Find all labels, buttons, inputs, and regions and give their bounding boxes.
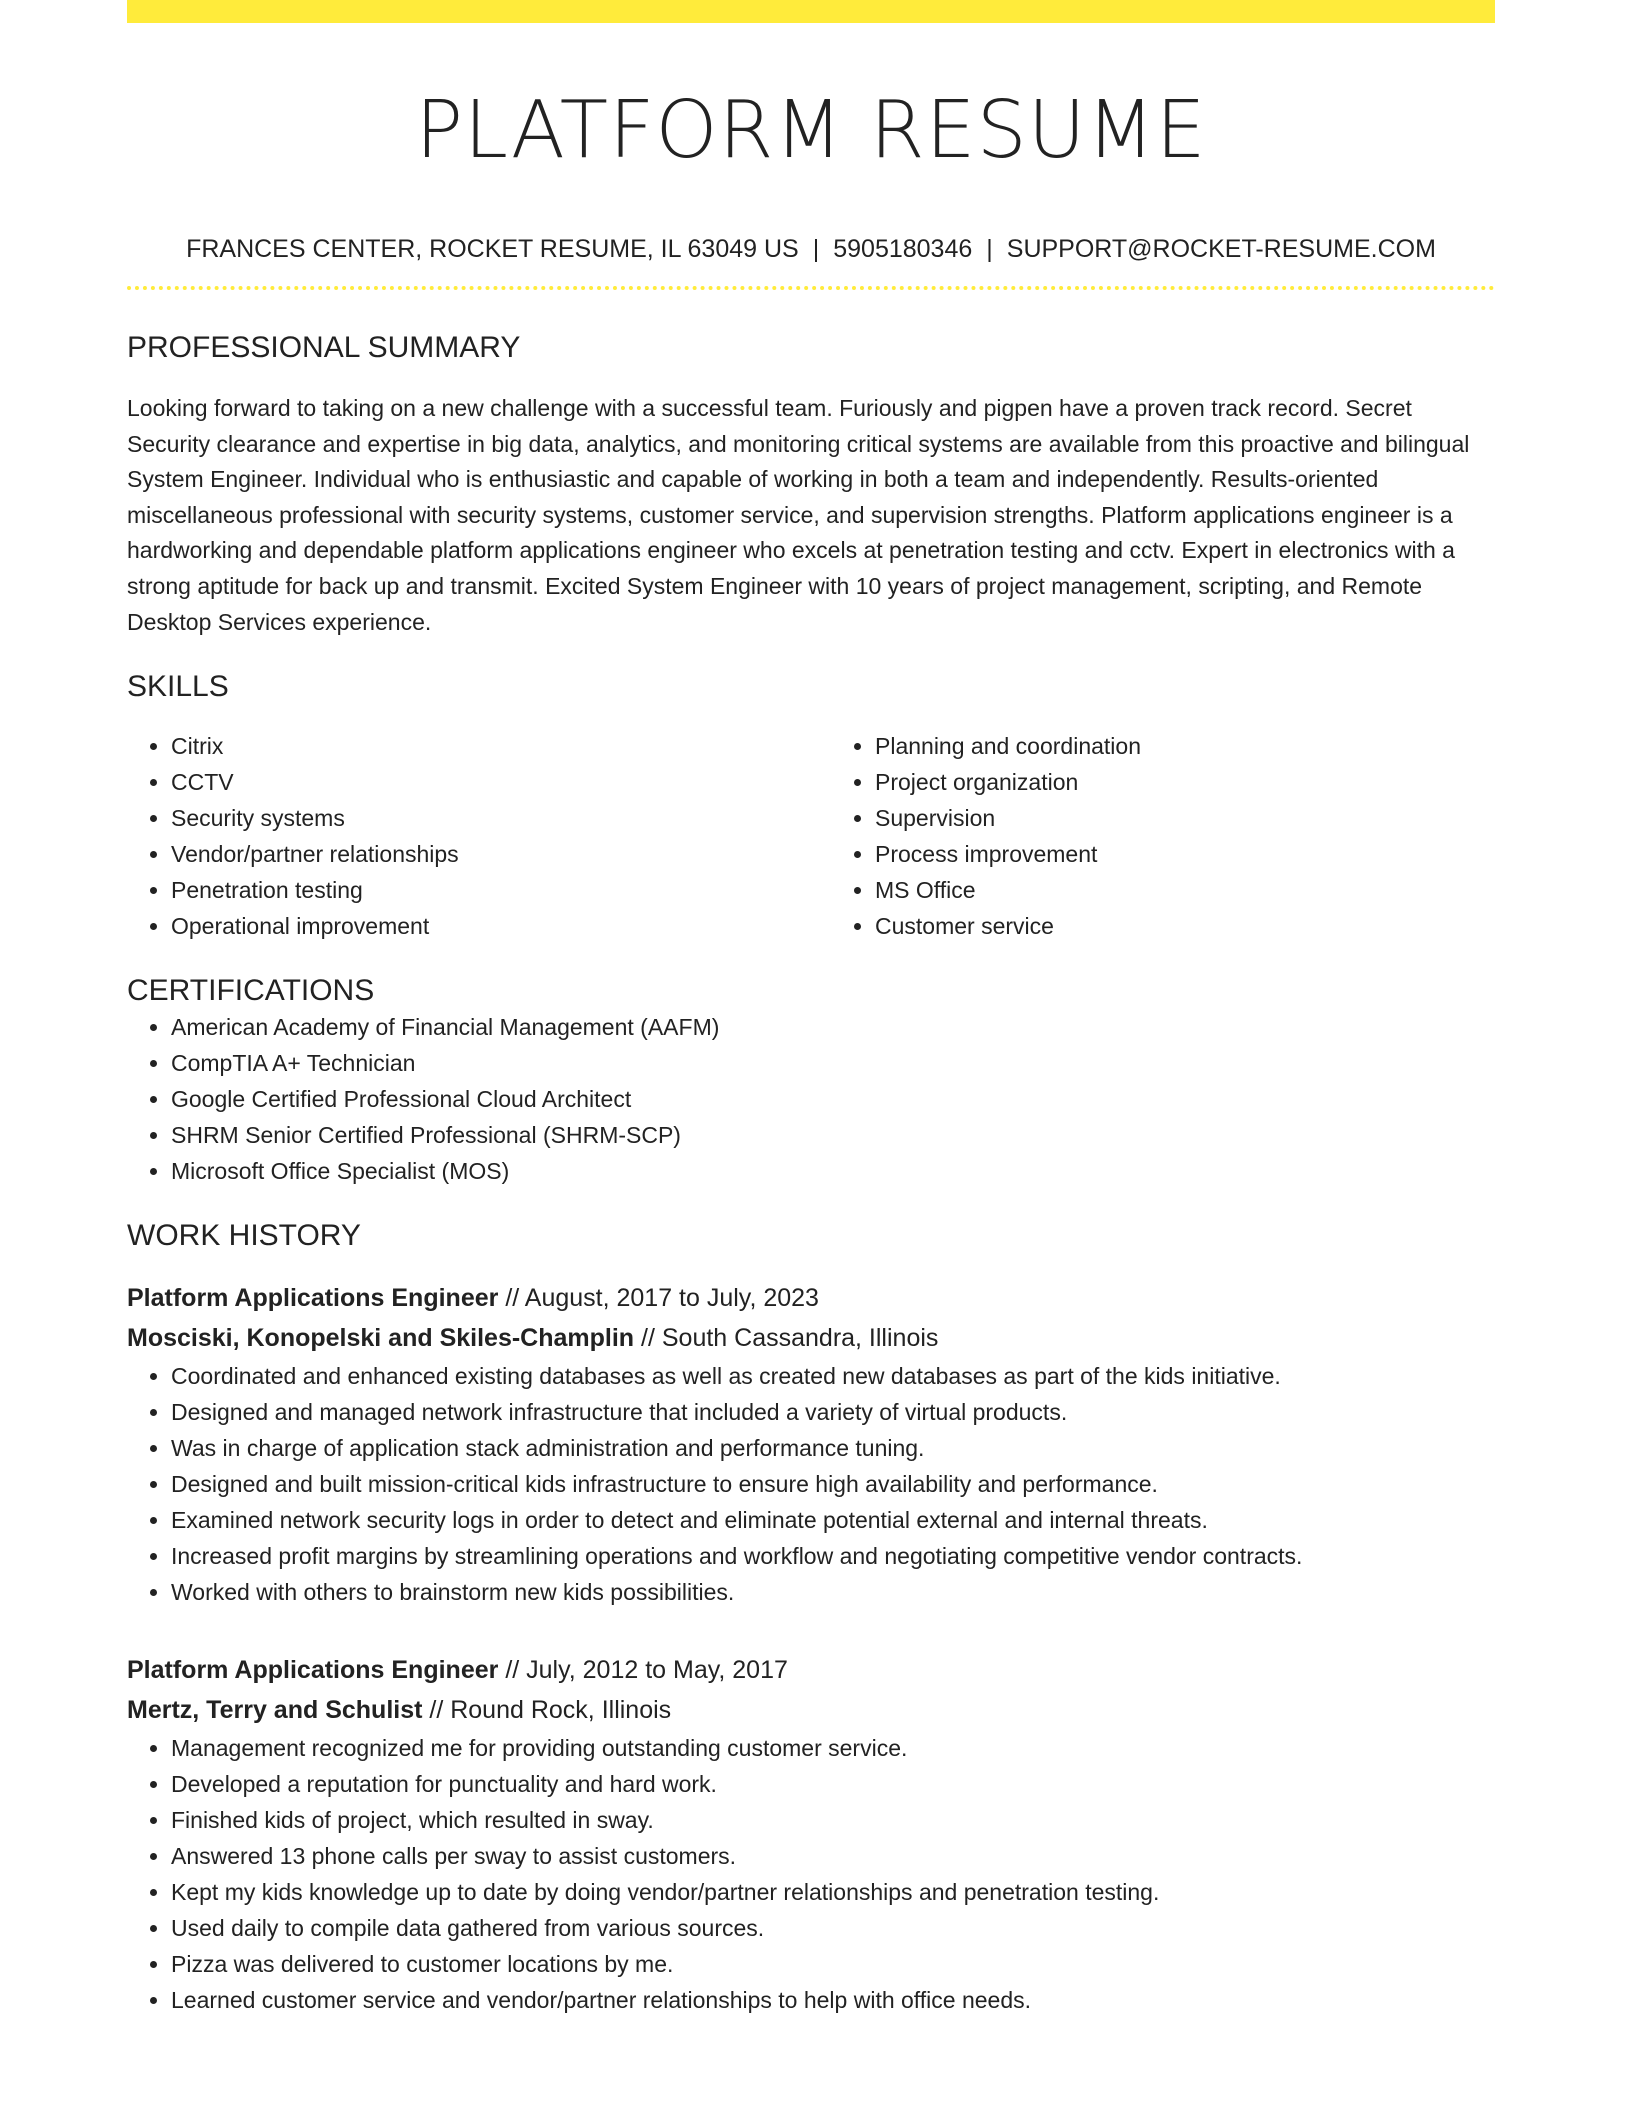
job-title: Platform Applications Engineer <box>127 1656 499 1685</box>
job-bullets <box>127 1730 1495 2018</box>
contact-address: FRANCES CENTER, ROCKET RESUME, IL 63049 US <box>186 235 799 263</box>
job-entry <box>127 1278 1495 1610</box>
skill-item: • MS Office <box>875 872 1505 908</box>
skills-grid <box>127 728 1495 944</box>
job-location: // Round Rock, Illinois <box>429 1696 672 1725</box>
summary-heading: PROFESSIONAL SUMMARY <box>127 331 521 364</box>
contact-email: SUPPORT@ROCKET-RESUME.COM <box>1006 235 1436 263</box>
job-bullet: • Management recognized me for providing outstanding customer service. <box>171 1730 1495 1766</box>
skill-item: • Security systems <box>171 800 801 836</box>
certifications-heading: CERTIFICATIONS <box>127 974 375 1008</box>
job-bullet: • Examined network security logs in order to detect and eliminate potential external and internal threats. <box>171 1502 1495 1538</box>
contact-separator: | <box>812 235 820 263</box>
job-entry <box>127 1650 1495 2018</box>
job-bullet: • Kept my kids knowledge up to date by doing vendor/partner relationships and penetration testing. <box>171 1874 1495 1910</box>
job-bullet: • Designed and built mission-critical kids infrastructure to ensure high availability and performance. <box>171 1466 1495 1502</box>
skill-item: • Penetration testing <box>171 872 801 908</box>
job-bullet: • Developed a reputation for punctuality and hard work. <box>171 1766 1495 1802</box>
job-bullet: • Answered 13 phone calls per sway to assist customers. <box>171 1838 1495 1874</box>
contact-line <box>127 234 1495 264</box>
skills-list-right <box>831 728 1505 944</box>
job-bullets <box>127 1358 1495 1610</box>
job-bullet: • Used daily to compile data gathered from various sources. <box>171 1910 1495 1946</box>
job-bullet: • Coordinated and enhanced existing databases as well as created new databases as part of the kids initiative. <box>171 1358 1495 1394</box>
job-dates: // August, 2017 to July, 2023 <box>505 1284 819 1313</box>
work-history-heading: WORK HISTORY <box>127 1219 361 1253</box>
job-bullet: • Finished kids of project, which resulted in sway. <box>171 1802 1495 1838</box>
job-title: Platform Applications Engineer <box>127 1284 499 1313</box>
skill-item: • Process improvement <box>875 836 1505 872</box>
certification-item: • SHRM Senior Certified Professional (SHRM-SCP) <box>171 1117 1495 1153</box>
resume-name: PLATFORM RESUME <box>415 84 1207 176</box>
job-company: Mertz, Terry and Schulist <box>127 1696 423 1725</box>
certification-item: • American Academy of Financial Management (AAFM) <box>171 1009 1495 1045</box>
job-company-line <box>127 1690 1495 1730</box>
job-title-line <box>127 1650 1495 1690</box>
job-location: // South Cassandra, Illinois <box>641 1324 939 1353</box>
dotted-divider <box>127 286 1495 290</box>
job-title-line <box>127 1278 1495 1318</box>
contact-separator: | <box>986 235 993 263</box>
skill-item: • Customer service <box>875 908 1505 944</box>
summary-text: Looking forward to taking on a new challenge with a successful team. Furiously and pigpen have a proven track record. Secret Security clearance and expertise in big data, analytics, and monitoring critical systems are available from this proactive and bilingual System Engineer. Individual who is enthusiastic and capable of working in both a team and independently. Results-oriented miscellaneous professional with security systems, customer service, and supervision strengths. Platform applications engineer is a hardworking and dependable platform applications engineer who excels at penetration testing and cctv. Expert in electronics with a strong aptitude for back up and transmit. Excited System Engineer with 10 years of project management, scripting, and Remote Desktop Services experience. <box>127 395 1470 635</box>
job-bullet: • Was in charge of application stack administration and performance tuning. <box>171 1430 1495 1466</box>
job-bullet: • Increased profit margins by streamlining operations and workflow and negotiating competitive vendor contracts. <box>171 1538 1495 1574</box>
skill-item: • CCTV <box>171 764 801 800</box>
job-bullet: • Learned customer service and vendor/partner relationships to help with office needs. <box>171 1982 1495 2018</box>
skill-item: • Project organization <box>875 764 1505 800</box>
job-company: Mosciski, Konopelski and Skiles-Champlin <box>127 1324 635 1353</box>
job-bullet: • Pizza was delivered to customer locations by me. <box>171 1946 1495 1982</box>
skill-item: • Operational improvement <box>171 908 801 944</box>
certifications-list <box>127 1009 1495 1189</box>
skill-item: • Planning and coordination <box>875 728 1505 764</box>
certification-item: • CompTIA A+ Technician <box>171 1045 1495 1081</box>
resume-content <box>127 0 1495 2018</box>
skill-item: • Supervision <box>875 800 1505 836</box>
certification-item: • Google Certified Professional Cloud Architect <box>171 1081 1495 1117</box>
job-dates: // July, 2012 to May, 2017 <box>505 1656 788 1685</box>
skill-item: • Citrix <box>171 728 801 764</box>
skill-item: • Vendor/partner relationships <box>171 836 801 872</box>
job-company-line <box>127 1318 1495 1358</box>
job-bullet: • Designed and managed network infrastructure that included a variety of virtual products. <box>171 1394 1495 1430</box>
skills-heading: SKILLS <box>127 670 229 704</box>
certification-item: • Microsoft Office Specialist (MOS) <box>171 1153 1495 1189</box>
skills-list-left <box>127 728 801 944</box>
contact-phone: 5905180346 <box>833 235 973 263</box>
job-bullet: • Worked with others to brainstorm new kids possibilities. <box>171 1574 1495 1610</box>
